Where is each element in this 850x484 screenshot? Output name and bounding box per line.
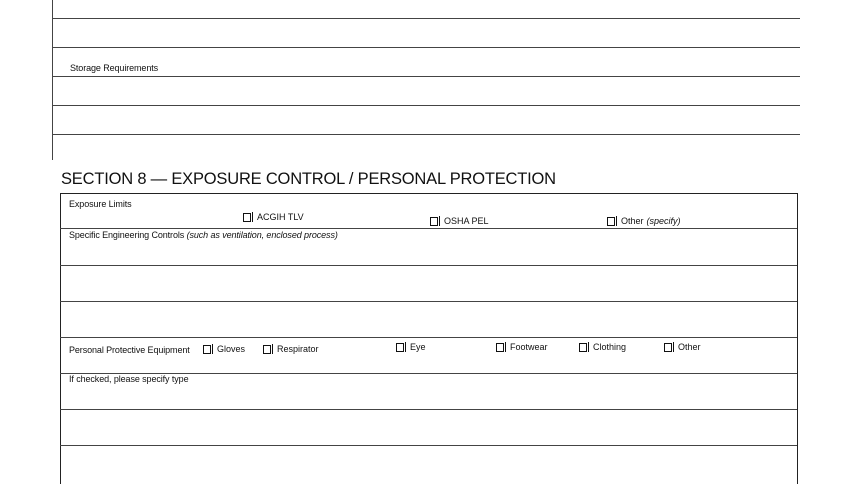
- checkbox-icon: [496, 343, 504, 352]
- checkbox-icon: [243, 213, 251, 222]
- section-8-row-rule: [60, 228, 797, 229]
- upper-form-rule: [52, 47, 800, 48]
- ppe-other-checkbox[interactable]: [664, 342, 701, 353]
- engineering-controls-field-2[interactable]: [61, 266, 796, 301]
- clothing-label: Clothing: [593, 342, 627, 352]
- checkbox-icon: [396, 343, 404, 352]
- ppe-label: Personal Protective Equipment: [69, 345, 190, 355]
- footwear-checkbox[interactable]: [496, 342, 548, 353]
- clothing-checkbox[interactable]: [579, 342, 626, 353]
- checkbox-icon: [607, 217, 615, 226]
- checkbox-icon: [430, 217, 438, 226]
- upper-form-rule: [52, 18, 800, 19]
- engineering-controls-label: [69, 230, 338, 241]
- exposure-other-checkbox[interactable]: [607, 216, 681, 227]
- engineering-controls-hint: (such as ventilation, enclosed process): [186, 230, 338, 240]
- exposure-limits-label: Exposure Limits: [69, 199, 132, 209]
- checkbox-icon: [579, 343, 587, 352]
- storage-requirements-label: Storage Requirements: [70, 63, 159, 73]
- section-8-row-rule: [60, 337, 797, 338]
- gloves-checkbox[interactable]: [203, 344, 245, 355]
- storage-requirements-field-1[interactable]: [53, 77, 800, 105]
- specify-type-field-1[interactable]: [61, 386, 796, 409]
- footwear-label: Footwear: [510, 342, 548, 352]
- eye-label: Eye: [410, 342, 426, 352]
- specify-type-field-2[interactable]: [61, 410, 796, 445]
- ppe-other-label: Other: [678, 342, 701, 352]
- exposure-other-label: Other: [621, 216, 644, 226]
- specify-type-label: If checked, please specify type: [69, 374, 189, 384]
- engineering-controls-text: Specific Engineering Controls: [69, 230, 185, 240]
- checkbox-icon: [664, 343, 672, 352]
- engineering-controls-field-3[interactable]: [61, 302, 796, 337]
- storage-requirements-field-2[interactable]: [53, 106, 800, 134]
- engineering-controls-field-1[interactable]: [61, 243, 796, 265]
- upper-form-rule: [52, 134, 800, 135]
- section-8-title: SECTION 8 — EXPOSURE CONTROL / PERSONAL PROTECTION: [61, 170, 556, 188]
- exposure-other-hint: (specify): [646, 216, 681, 226]
- specify-type-field-3[interactable]: [61, 446, 796, 469]
- gloves-label: Gloves: [217, 344, 246, 354]
- respirator-checkbox[interactable]: [263, 344, 319, 355]
- osha-pel-label: OSHA PEL: [444, 216, 489, 226]
- acgih-tlv-label: ACGIH TLV: [257, 212, 304, 222]
- checkbox-icon: [263, 345, 271, 354]
- checkbox-icon: [203, 345, 211, 354]
- respirator-label: Respirator: [277, 344, 319, 354]
- osha-pel-checkbox[interactable]: [430, 216, 489, 227]
- eye-checkbox[interactable]: [396, 342, 426, 353]
- acgih-tlv-checkbox[interactable]: [243, 212, 304, 223]
